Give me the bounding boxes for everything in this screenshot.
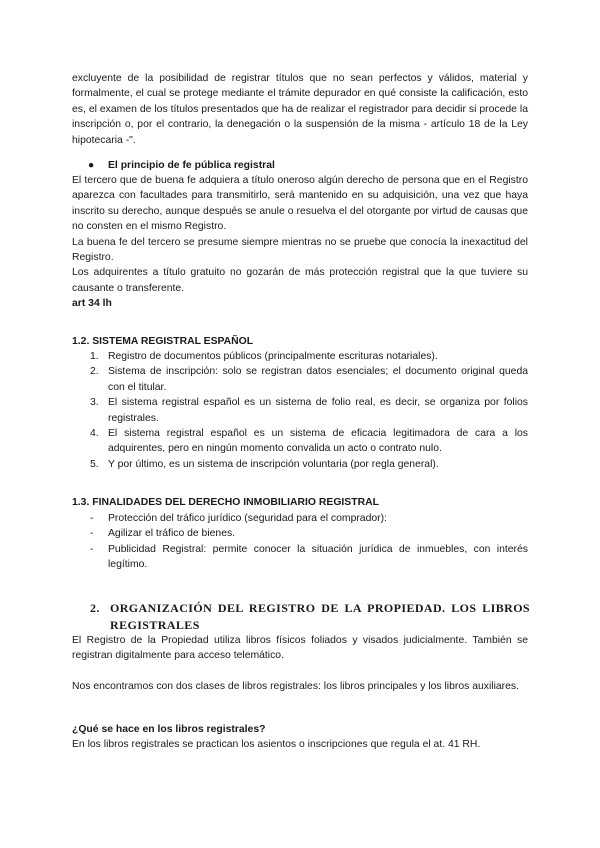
sistema-list bbox=[72, 349, 528, 472]
list-marker: 2. bbox=[90, 366, 99, 378]
list-marker: 4. bbox=[90, 428, 99, 440]
fe-publica-paragraph-3: Los adquirentes a título gratuito no gozarán de más protección registral que la que tuviere su causante o transferente. bbox=[72, 267, 528, 294]
list-item bbox=[72, 426, 528, 457]
fe-publica-section bbox=[72, 173, 528, 312]
list-item bbox=[72, 526, 528, 541]
organizacion-paragraph-1: El Registro de la Propiedad utiliza libros físicos foliados y visados judicialmente. También se registran digitalmente para acceso telemático. bbox=[72, 635, 528, 662]
list-marker: 1. bbox=[90, 351, 99, 362]
list-item bbox=[72, 457, 528, 472]
list-marker: - bbox=[90, 513, 94, 524]
list-item-text: El sistema registral español es un sistema de folio real, es decir, se organiza por folios registrales. bbox=[108, 397, 528, 424]
fe-publica-reference: art 34 lh bbox=[72, 298, 112, 310]
list-marker: - bbox=[90, 543, 94, 555]
finalidades-list bbox=[72, 511, 528, 573]
list-item bbox=[72, 542, 528, 573]
bullet-icon: ● bbox=[88, 160, 95, 171]
list-marker: 5. bbox=[90, 458, 99, 470]
sistema-heading: 1.2. SISTEMA REGISTRAL ESPAÑOL bbox=[72, 336, 254, 347]
libros-answer: En los libros registrales se practican los asientos o inscripciones que regula el at. 41 RH. bbox=[72, 739, 481, 750]
finalidades-heading: 1.3. FINALIDADES DEL DERECHO INMOBILIARIO REGISTRAL bbox=[72, 497, 379, 508]
list-marker: - bbox=[90, 528, 94, 540]
list-item-text: Agilizar el tráfico de bienes. bbox=[108, 528, 236, 540]
list-item bbox=[72, 511, 528, 526]
list-item-text: Publicidad Registral: permite conocer la situación jurídica de inmuebles, con interés legítimo. bbox=[108, 543, 528, 571]
fe-publica-heading-line bbox=[72, 158, 528, 174]
list-item-text: Protección del tráfico jurídico (seguridad para el comprador): bbox=[108, 513, 387, 524]
organizacion-paragraph-2: Nos encontramos con dos clases de libros registrales: los libros principales y los libros auxiliares. bbox=[72, 681, 519, 692]
list-item-text: Sistema de inscripción: solo se registran datos esenciales; el documento original queda con el titular. bbox=[108, 366, 528, 393]
organizacion-heading bbox=[90, 600, 530, 634]
organizacion-title: ORGANIZACIÓN DEL REGISTRO DE LA PROPIEDAD. LOS LIBROS REGISTRALES bbox=[110, 601, 530, 632]
list-marker: 3. bbox=[90, 397, 99, 409]
libros-question: ¿Qué se hace en los libros registrales? bbox=[72, 724, 266, 735]
list-item-text: El sistema registral español es un sistema de eficacia legitimadora de cara a los adquirentes, pero en ningún momento convalida un acto o contrato nulo. bbox=[108, 428, 528, 455]
fe-publica-paragraph-1: El tercero que de buena fe adquiera a título oneroso algún derecho de persona que en el Registro aparezca con facultades para transmitirlo, será mantenido en su adquisición, una vez que haya inscrito su derecho, aunque después se anule o resuelva el del otorgante por virtud de causas que no consten en el mismo Registro. bbox=[72, 175, 528, 233]
list-item-text: Registro de documentos públicos (principalmente escrituras notariales). bbox=[108, 351, 438, 362]
fe-publica-paragraph-2: La buena fe del tercero se presume siempre mientras no se pruebe que conocía la inexactitud del Registro. bbox=[72, 236, 528, 264]
list-item bbox=[72, 364, 528, 395]
fe-publica-heading: El principio de fe pública registral bbox=[108, 160, 275, 171]
section-number: 2. bbox=[90, 601, 100, 615]
list-item bbox=[72, 349, 528, 364]
intro-paragraph: excluyente de la posibilidad de registrar títulos que no sean perfectos y válidos, material y formalmente, el cual se protege mediante el trámite depurador en qué consiste la calificación, esto es, el examen de los títulos presentados que ha de realizar el registrador para decidir si procede la inscripción o, por el contrario, la denegación o la suspensión de la misma - artículo 18 de la Ley hipotecaria -". bbox=[72, 73, 528, 146]
list-item-text: Y por último, es un sistema de inscripción voluntaria (por regla general). bbox=[108, 458, 439, 470]
list-item bbox=[72, 395, 528, 426]
